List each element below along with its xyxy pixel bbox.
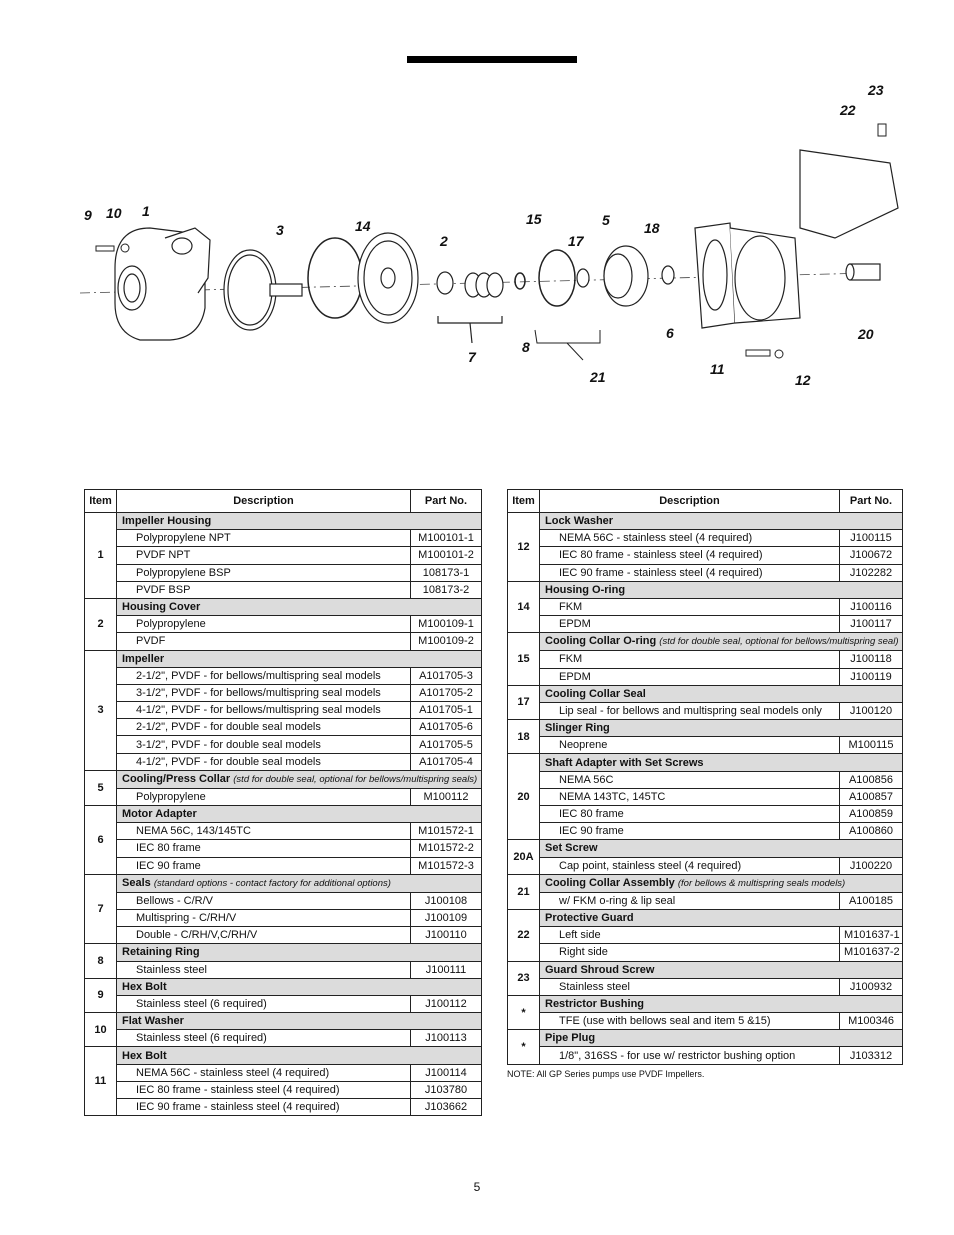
table-row	[85, 667, 482, 684]
slinger-ring-part	[662, 266, 674, 284]
callout-label: 5	[602, 212, 610, 228]
table-row	[85, 564, 482, 581]
table-row	[85, 684, 482, 701]
part-number: M100109-2	[411, 633, 482, 650]
part-number: J100115	[840, 530, 903, 547]
part-description: TFE (use with bellows seal and item 5 &15)	[540, 1013, 840, 1030]
item-number: 2	[85, 598, 117, 650]
item-number: 21	[508, 874, 540, 909]
part-number: A101705-1	[411, 702, 482, 719]
category-cell	[117, 1013, 482, 1030]
part-description: Neoprene	[540, 737, 840, 754]
motor-adapter-part	[695, 223, 800, 328]
callout-label: 2	[440, 233, 448, 249]
part-description: 4-1/2", PVDF - for double seal models	[117, 753, 411, 770]
table-group-row	[508, 909, 903, 926]
part-description: 1/8", 316SS - for use w/ restrictor bushing option	[540, 1047, 840, 1064]
impeller-housing-part	[115, 228, 210, 340]
item-number: 23	[508, 961, 540, 995]
cooling-collar-o-ring-part	[539, 250, 575, 306]
part-number: A101705-4	[411, 753, 482, 770]
callout-label: 23	[868, 82, 884, 98]
table-row	[508, 1013, 903, 1030]
part-number: J103780	[411, 1081, 482, 1098]
part-number: J100109	[411, 909, 482, 926]
collar-bracket	[535, 330, 600, 343]
item-number: 20A	[508, 840, 540, 874]
callout-label: 15	[526, 211, 542, 227]
part-description: IEC 80 frame	[540, 806, 840, 823]
protective-guard-part	[800, 150, 898, 238]
part-description: IEC 90 frame	[117, 857, 411, 874]
part-description: Polypropylene	[117, 616, 411, 633]
part-number: J100112	[411, 995, 482, 1012]
callout-label: 21	[590, 369, 606, 385]
callout-label: 17	[568, 233, 584, 249]
item-number: 18	[508, 720, 540, 754]
category-name: Hex Bolt	[122, 1049, 167, 1062]
table-group-row	[85, 598, 482, 615]
category-cell	[117, 598, 482, 615]
item-number: 9	[85, 978, 117, 1012]
table-row	[85, 702, 482, 719]
item-number: 15	[508, 633, 540, 685]
part-number: J103312	[840, 1047, 903, 1064]
part-number: A100859	[840, 806, 903, 823]
part-description: IEC 90 frame - stainless steel (4 required)	[117, 1099, 411, 1116]
table-group-row	[508, 961, 903, 978]
seals-part	[437, 272, 503, 343]
category-name: Pipe Plug	[545, 1032, 596, 1045]
category-name: Hex Bolt	[122, 980, 167, 993]
table-row	[85, 616, 482, 633]
part-number: J100118	[840, 651, 903, 668]
parts-table-left	[84, 489, 482, 1116]
part-number: A100857	[840, 788, 903, 805]
table-group-row	[85, 1047, 482, 1064]
callout-label: 6	[666, 325, 674, 341]
table-group-row	[85, 1013, 482, 1030]
table-row	[508, 616, 903, 633]
table-row	[85, 1064, 482, 1081]
table-row	[85, 909, 482, 926]
table-header-row	[85, 490, 482, 513]
category-name: Guard Shroud Screw	[545, 963, 655, 976]
table-row	[508, 651, 903, 668]
part-description: IEC 80 frame	[117, 840, 411, 857]
header-description: Description	[117, 490, 411, 513]
table-row	[508, 788, 903, 805]
part-description: IEC 90 frame	[540, 823, 840, 840]
category-cell	[540, 633, 903, 651]
retaining-ring-part	[515, 273, 525, 289]
item-number: 17	[508, 685, 540, 719]
part-description: 4-1/2", PVDF - for bellows/multispring seal models	[117, 702, 411, 719]
housing-cover-part	[358, 233, 418, 323]
header-part-no: Part No.	[840, 490, 903, 513]
category-cell	[540, 961, 903, 978]
part-number: A101705-6	[411, 719, 482, 736]
item-number: 5	[85, 770, 117, 805]
part-number: M101572-1	[411, 823, 482, 840]
housing-o-ring-part	[308, 238, 362, 318]
part-description: IEC 80 frame - stainless steel (4 required)	[117, 1081, 411, 1098]
part-number: M100109-1	[411, 616, 482, 633]
part-description: NEMA 56C - stainless steel (4 required)	[540, 530, 840, 547]
category-cell	[117, 1047, 482, 1064]
part-description: Double - C/RH/V,C/RH/V	[117, 927, 411, 944]
table-row	[85, 530, 482, 547]
part-description: 2-1/2", PVDF - for bellows/multispring seal models	[117, 667, 411, 684]
part-number: M101637-2	[840, 944, 903, 961]
item-number: *	[508, 1030, 540, 1064]
category-name: Housing Cover	[122, 601, 201, 614]
part-description: Polypropylene NPT	[117, 530, 411, 547]
table-group-row	[508, 840, 903, 857]
table-group-row	[508, 874, 903, 892]
table-row	[85, 1030, 482, 1047]
category-name: Housing O-ring	[545, 583, 626, 596]
item-number: 10	[85, 1013, 117, 1047]
item-number: 8	[85, 944, 117, 978]
part-description: NEMA 143TC, 145TC	[540, 788, 840, 805]
table-group-row	[508, 995, 903, 1012]
part-number: M100346	[840, 1013, 903, 1030]
part-description: 2-1/2", PVDF - for double seal models	[117, 719, 411, 736]
part-number: J100114	[411, 1064, 482, 1081]
impeller-part	[224, 250, 302, 330]
item-number: 20	[508, 754, 540, 840]
table-row	[508, 806, 903, 823]
callout-label: 3	[276, 222, 284, 238]
table-row	[508, 944, 903, 961]
part-description: Left side	[540, 927, 840, 944]
shaft-adapter-part	[846, 264, 880, 280]
category-name: Seals	[122, 876, 151, 889]
table-row	[85, 788, 482, 805]
table-group-row	[508, 1030, 903, 1047]
part-number: J100672	[840, 547, 903, 564]
table-row	[508, 978, 903, 995]
category-name: Cooling Collar O-ring	[545, 635, 657, 648]
category-cell	[540, 874, 903, 892]
category-name: Slinger Ring	[545, 722, 610, 735]
callout-label: 20	[858, 326, 874, 342]
part-number: J100120	[840, 702, 903, 719]
footnote: NOTE: All GP Series pumps use PVDF Impellers.	[507, 1069, 705, 1079]
table-row	[85, 961, 482, 978]
part-description: IEC 90 frame - stainless steel (4 required)	[540, 564, 840, 581]
part-number: A100185	[840, 892, 903, 909]
callout-label: 22	[840, 102, 856, 118]
item-number: 14	[508, 581, 540, 633]
part-number: J100113	[411, 1030, 482, 1047]
table-row	[508, 668, 903, 685]
part-description: IEC 80 frame - stainless steel (4 required)	[540, 547, 840, 564]
item-number: 22	[508, 909, 540, 961]
part-description: NEMA 56C - stainless steel (4 required)	[117, 1064, 411, 1081]
callout-label: 1	[142, 203, 150, 219]
table-group-row	[85, 806, 482, 823]
header-part-no: Part No.	[411, 490, 482, 513]
table-row	[85, 840, 482, 857]
category-cell	[540, 995, 903, 1012]
callout-label: 14	[355, 218, 371, 234]
category-cell	[117, 770, 482, 788]
part-number: J100220	[840, 857, 903, 874]
callout-label: 11	[710, 361, 725, 377]
table-row	[85, 1099, 482, 1116]
part-number: M101637-1	[840, 927, 903, 944]
table-header-row	[508, 490, 903, 513]
guard-screw-part	[878, 124, 886, 136]
table-row	[508, 857, 903, 874]
part-number: J103662	[411, 1099, 482, 1116]
part-description: NEMA 56C, 143/145TC	[117, 823, 411, 840]
part-number: M101572-3	[411, 857, 482, 874]
part-number: M101572-2	[411, 840, 482, 857]
table-row	[85, 753, 482, 770]
table-row	[508, 702, 903, 719]
part-description: NEMA 56C	[540, 771, 840, 788]
table-row	[85, 927, 482, 944]
part-description: w/ FKM o-ring & lip seal	[540, 892, 840, 909]
table-group-row	[508, 685, 903, 702]
category-note: (standard options - contact factory for additional options)	[153, 877, 391, 889]
table-row	[508, 564, 903, 581]
header-description: Description	[540, 490, 840, 513]
part-description: Stainless steel	[117, 961, 411, 978]
table-group-row	[85, 650, 482, 667]
part-number: A101705-3	[411, 667, 482, 684]
part-description: Bellows - C/R/V	[117, 892, 411, 909]
part-description: EPDM	[540, 616, 840, 633]
category-name: Restrictor Bushing	[545, 997, 645, 1010]
header-item: Item	[85, 490, 117, 513]
table-row	[508, 530, 903, 547]
table-row	[508, 823, 903, 840]
hex-bolt-part	[96, 244, 129, 252]
part-number: M100101-2	[411, 547, 482, 564]
table-row	[508, 771, 903, 788]
part-description: Stainless steel	[540, 978, 840, 995]
part-number: M100112	[411, 788, 482, 805]
part-description: Lip seal - for bellows and multispring seal models only	[540, 702, 840, 719]
category-cell	[540, 513, 903, 530]
part-number: J100117	[840, 616, 903, 633]
item-number: 6	[85, 806, 117, 875]
part-description: FKM	[540, 651, 840, 668]
callout-label: 9	[84, 207, 92, 223]
category-name: Motor Adapter	[122, 808, 197, 821]
table-row	[85, 736, 482, 753]
callout-label: 10	[106, 205, 122, 221]
table-row	[508, 1047, 903, 1064]
table-row	[85, 857, 482, 874]
lip-seal-part	[577, 269, 589, 287]
category-cell	[540, 720, 903, 737]
table-row	[85, 547, 482, 564]
category-cell	[117, 978, 482, 995]
category-name: Flat Washer	[122, 1015, 184, 1028]
table-group-row	[508, 581, 903, 598]
table-group-row	[85, 944, 482, 961]
part-number: M100115	[840, 737, 903, 754]
category-name: Retaining Ring	[122, 946, 200, 959]
category-cell	[117, 806, 482, 823]
callout-label: 12	[795, 372, 811, 388]
category-cell	[117, 944, 482, 961]
category-name: Lock Washer	[545, 515, 614, 528]
table-row	[508, 737, 903, 754]
part-description: PVDF NPT	[117, 547, 411, 564]
category-name: Cooling Collar Seal	[545, 687, 646, 700]
table-group-row	[508, 513, 903, 530]
table-group-row	[508, 754, 903, 771]
table-row	[85, 581, 482, 598]
callout-label: 8	[522, 339, 530, 355]
part-number: 108173-1	[411, 564, 482, 581]
cooling-collar-part	[604, 246, 648, 306]
table-group-row	[508, 720, 903, 737]
part-description: Stainless steel (6 required)	[117, 1030, 411, 1047]
item-number: 11	[85, 1047, 117, 1116]
table-group-row	[508, 633, 903, 651]
part-description: EPDM	[540, 668, 840, 685]
part-description: Polypropylene	[117, 788, 411, 805]
part-description: PVDF BSP	[117, 581, 411, 598]
category-note: (std for double seal, optional for bellows/multispring seal)	[659, 636, 899, 648]
part-description: Stainless steel (6 required)	[117, 995, 411, 1012]
category-cell	[540, 685, 903, 702]
part-number: M100101-1	[411, 530, 482, 547]
category-name: Cooling Collar Assembly	[545, 876, 675, 889]
category-cell	[540, 909, 903, 926]
part-number: J102282	[840, 564, 903, 581]
part-number: J100111	[411, 961, 482, 978]
table-group-row	[85, 874, 482, 892]
category-note: (std for double seal, optional for bellows/multispring seals)	[233, 773, 478, 785]
category-note: (for bellows & multispring seals models)	[677, 877, 846, 889]
part-number: A101705-2	[411, 684, 482, 701]
category-cell	[117, 650, 482, 667]
part-number: A101705-5	[411, 736, 482, 753]
part-number: J100116	[840, 598, 903, 615]
exploded-pump-diagram	[70, 78, 910, 408]
table-row	[508, 892, 903, 909]
table-row	[85, 995, 482, 1012]
part-description: 3-1/2", PVDF - for double seal models	[117, 736, 411, 753]
table-row	[508, 598, 903, 615]
page-number: 5	[473, 1180, 481, 1194]
category-name: Impeller	[122, 652, 165, 665]
part-number: A100856	[840, 771, 903, 788]
category-cell	[540, 840, 903, 857]
category-name: Impeller Housing	[122, 515, 212, 528]
category-name: Cooling/Press Collar	[122, 772, 231, 785]
item-number: 1	[85, 513, 117, 599]
category-cell	[540, 581, 903, 598]
part-number: J100110	[411, 927, 482, 944]
table-row	[85, 823, 482, 840]
item-number: 7	[85, 874, 117, 944]
header-item: Item	[508, 490, 540, 513]
part-description: Right side	[540, 944, 840, 961]
part-number: J100932	[840, 978, 903, 995]
part-description: Multispring - C/RH/V	[117, 909, 411, 926]
category-cell	[117, 874, 482, 892]
callout-label: 18	[644, 220, 660, 236]
table-group-row	[85, 770, 482, 788]
part-number: A100860	[840, 823, 903, 840]
part-number: J100108	[411, 892, 482, 909]
category-name: Set Screw	[545, 842, 598, 855]
part-number: J100119	[840, 668, 903, 685]
part-description: 3-1/2", PVDF - for bellows/multispring seal models	[117, 684, 411, 701]
part-description: Polypropylene BSP	[117, 564, 411, 581]
table-row	[85, 1081, 482, 1098]
table-group-row	[85, 513, 482, 530]
category-cell	[540, 754, 903, 771]
table-row	[508, 927, 903, 944]
item-number: 12	[508, 513, 540, 582]
title-bar	[407, 56, 577, 63]
table-group-row	[85, 978, 482, 995]
part-description: PVDF	[117, 633, 411, 650]
category-cell	[117, 513, 482, 530]
adapter-bolt-part	[746, 350, 783, 358]
part-description: FKM	[540, 598, 840, 615]
part-description: Cap point, stainless steel (4 required)	[540, 857, 840, 874]
item-number: 3	[85, 650, 117, 770]
table-row	[85, 719, 482, 736]
table-row	[85, 892, 482, 909]
table-row	[508, 547, 903, 564]
item-number: *	[508, 995, 540, 1029]
callout-label: 7	[468, 349, 476, 365]
part-number: 108173-2	[411, 581, 482, 598]
parts-table-right	[507, 489, 903, 1065]
category-name: Shaft Adapter with Set Screws	[545, 756, 704, 769]
category-name: Protective Guard	[545, 912, 634, 925]
table-row	[85, 633, 482, 650]
category-cell	[540, 1030, 903, 1047]
